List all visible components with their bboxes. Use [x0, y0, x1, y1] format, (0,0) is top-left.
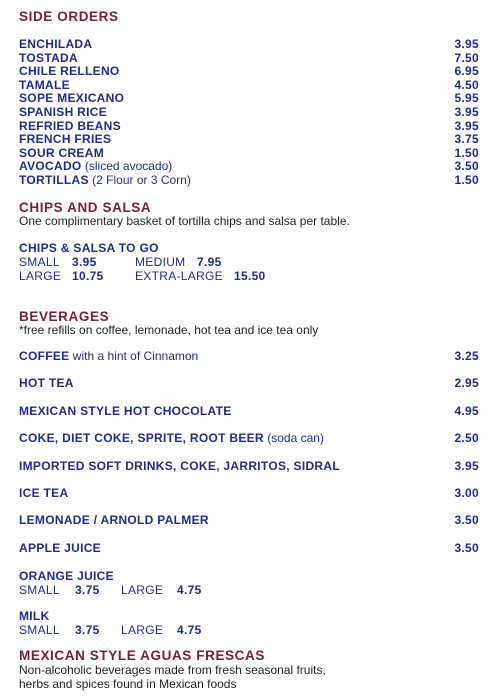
orange-juice-title: ORANGE JUICE [19, 569, 114, 583]
beverage-row [19, 376, 479, 390]
item-name-text: HOT TEA [19, 376, 74, 391]
item-note: (2 Flour or 3 Corn) [88, 173, 191, 187]
item-price: 1.50 [454, 145, 479, 160]
item-name-text: LEMONADE / ARNOLD PALMER [19, 513, 209, 528]
item-price: 5.95 [454, 91, 479, 106]
side-order-row [19, 91, 479, 105]
chips-small-label: SMALL [19, 255, 60, 269]
beverage-row [19, 541, 479, 555]
item-name-text: COKE, DIET COKE, SPRITE, ROOT BEER [19, 431, 264, 446]
item-name-text: FRENCH FRIES [19, 132, 112, 147]
item-price: 3.95 [454, 37, 479, 51]
item-name-text: SOPE MEXICANO [19, 91, 125, 106]
item-name [19, 486, 68, 500]
side-order-row [19, 105, 479, 119]
item-price: 2.50 [454, 431, 479, 446]
side-order-row [19, 159, 479, 173]
side-orders-heading: SIDE ORDERS [19, 9, 119, 24]
item-name-text: REFRIED BEANS [19, 118, 121, 133]
side-order-row [19, 78, 479, 92]
item-name-text: TOSTADA [19, 50, 78, 65]
item-name [19, 159, 172, 173]
item-name-text: APPLE JUICE [19, 540, 101, 555]
beverage-row [19, 513, 479, 527]
item-price: 7.50 [454, 50, 479, 65]
item-name-text: IMPORTED SOFT DRINKS, COKE, JARRITOS, SIDRAL [19, 458, 340, 473]
item-name-text: CHILE RELLENO [19, 64, 120, 79]
item-name-text: AVOCADO [19, 159, 82, 174]
item-name-text: ENCHILADA [19, 37, 93, 51]
item-name [19, 91, 124, 105]
item-name-text: SOUR CREAM [19, 145, 105, 160]
item-name [19, 173, 191, 187]
item-name-text: COFFEE [19, 349, 70, 363]
item-name [19, 513, 209, 527]
item-name [19, 64, 120, 78]
orange-juice-small-label: SMALL [19, 583, 60, 597]
chips-large-label: LARGE [19, 269, 62, 283]
item-note: with a hint of Cinnamon [69, 349, 199, 363]
beverage-row [19, 486, 479, 500]
chips-salsa-heading: CHIPS AND SALSA [19, 200, 152, 215]
item-price: 4.50 [454, 77, 479, 92]
chips-xl-label: EXTRA-LARGE [135, 269, 223, 283]
item-note: (sliced avocado) [81, 159, 173, 174]
item-price: 3.95 [454, 118, 479, 133]
beverage-row [19, 431, 479, 445]
item-name-text: SPANISH RICE [19, 105, 108, 119]
item-name [19, 431, 324, 445]
item-name [19, 146, 104, 160]
side-order-row [19, 37, 479, 51]
item-name-text: TORTILLAS [19, 173, 89, 187]
item-price: 3.50 [454, 513, 479, 528]
item-name [19, 37, 92, 51]
item-name [19, 119, 121, 133]
chips-medium-price: 7.95 [197, 255, 222, 269]
aguas-frescas-description-line1: Non-alcoholic beverages made from fresh seasonal fruits, [19, 663, 326, 677]
item-price: 3.95 [454, 105, 479, 119]
chips-salsa-description: One complimentary basket of tortilla chips and salsa per table. [19, 214, 350, 228]
beverage-row [19, 349, 479, 363]
aguas-frescas-heading: MEXICAN STYLE AGUAS FRESCAS [19, 648, 265, 663]
item-price: 3.50 [454, 159, 479, 174]
item-name [19, 51, 78, 65]
item-name [19, 376, 74, 390]
milk-large-label: LARGE [121, 623, 164, 637]
item-name [19, 459, 340, 473]
item-name [19, 541, 101, 555]
milk-large-price: 4.75 [177, 623, 202, 637]
orange-juice-small-price: 3.75 [75, 583, 100, 597]
item-name-text: ICE TEA [19, 486, 69, 500]
item-price: 2.95 [454, 376, 479, 391]
side-order-row [19, 119, 479, 133]
aguas-frescas-description-line2: herbs and spices found in Mexican foods [19, 677, 237, 691]
milk-small-label: SMALL [19, 623, 60, 637]
side-order-row [19, 173, 479, 187]
milk-title: MILK [19, 609, 50, 623]
item-price: 3.00 [454, 486, 479, 500]
side-order-row [19, 146, 479, 160]
orange-juice-large-label: LARGE [121, 583, 164, 597]
chips-to-go-title: CHIPS & SALSA TO GO [19, 241, 159, 255]
item-name [19, 132, 111, 146]
beverages-refill-note: *free refills on coffee, lemonade, hot tea and ice tea only [19, 323, 319, 337]
item-name-text: TAMALE [19, 77, 70, 92]
item-price: 6.95 [454, 64, 479, 79]
item-price: 3.75 [454, 132, 479, 147]
item-note: (soda can) [263, 431, 324, 446]
beverage-row [19, 459, 479, 473]
milk-small-price: 3.75 [75, 623, 100, 637]
chips-large-price: 10.75 [72, 269, 104, 283]
beverages-heading: BEVERAGES [19, 309, 110, 324]
item-name [19, 105, 107, 119]
item-name-text: MEXICAN STYLE HOT CHOCOLATE [19, 403, 232, 418]
chips-medium-label: MEDIUM [135, 255, 186, 269]
side-order-row [19, 51, 479, 65]
item-name [19, 78, 70, 92]
item-price: 3.95 [454, 458, 479, 473]
item-name [19, 404, 232, 418]
item-price: 3.50 [454, 540, 479, 555]
side-order-row [19, 64, 479, 78]
item-price: 1.50 [454, 173, 479, 187]
chips-small-price: 3.95 [72, 255, 97, 269]
item-price: 3.25 [454, 349, 479, 363]
beverage-row [19, 404, 479, 418]
orange-juice-large-price: 4.75 [177, 583, 202, 597]
item-name [19, 349, 198, 363]
item-price: 4.95 [454, 403, 479, 418]
chips-xl-price: 15.50 [234, 269, 266, 283]
side-order-row [19, 132, 479, 146]
